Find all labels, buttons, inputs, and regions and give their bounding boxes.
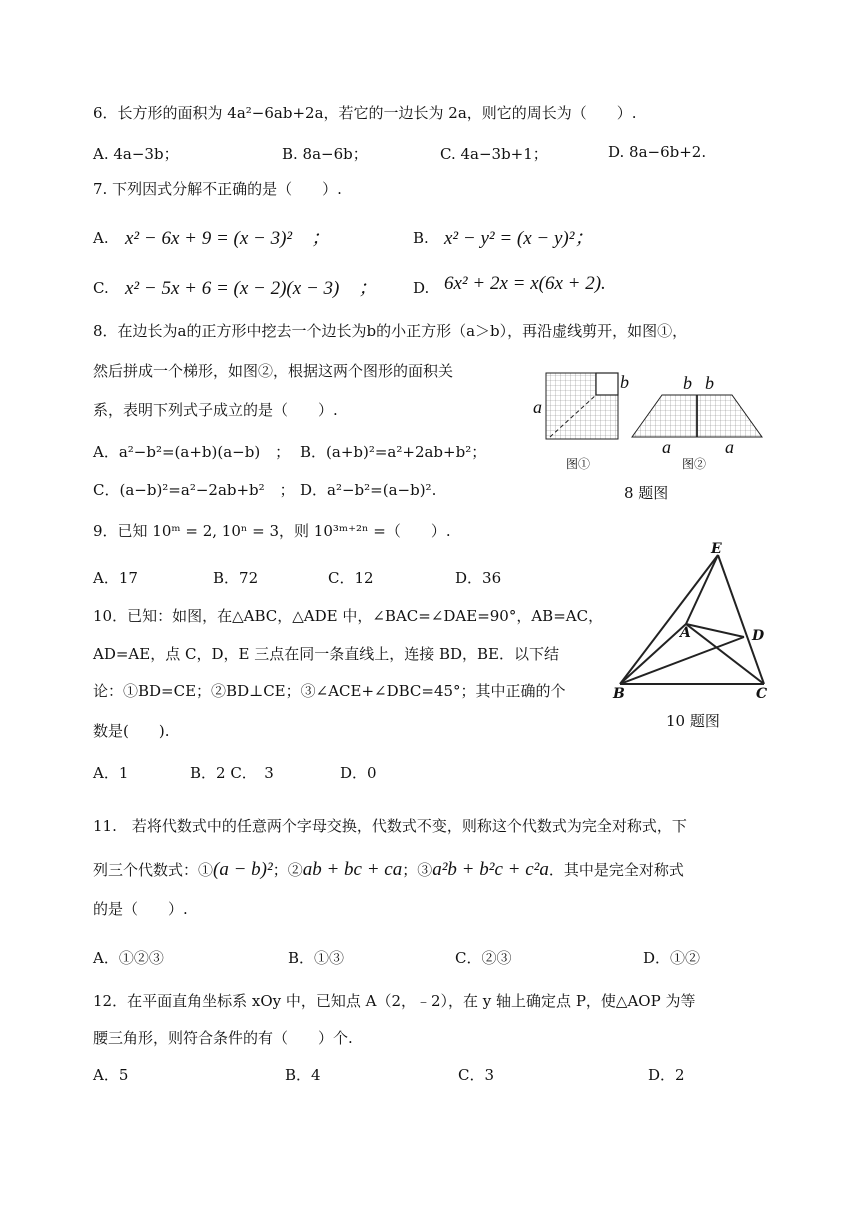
- q9-option-c: C．12: [328, 569, 374, 587]
- q10-point-a: A: [680, 625, 691, 641]
- q6-stem: 6．长方形的面积为 4a²−6ab+2a，若它的一边长为 2a，则它的周长为（ ）.: [93, 104, 637, 122]
- q8-fig1-label: 图①: [566, 457, 591, 471]
- q10-stem-line2: AD=AE，点 C，D，E 三点在同一条直线上，连接 BD，BE．以下结: [93, 645, 559, 663]
- q6-option-c: C. 4a−3b+1；: [440, 145, 548, 163]
- q12-option-b: B．4: [285, 1066, 321, 1084]
- q8-option-b: B．(a+b)²=a²+2ab+b²；: [300, 443, 487, 461]
- q11-option-a: A．①②③: [93, 949, 164, 967]
- q11-expr3: a²b + b²c + c²a: [432, 859, 549, 880]
- q8-option-a: A．a²−b²=(a+b)(a−b) ；: [93, 443, 291, 461]
- q11-option-d: D．①②: [643, 949, 701, 967]
- q11-stem-line3: 的是（ ）.: [93, 900, 188, 918]
- q8-stem-line2: 然后拼成一个梯形，如图②，根据这两个图形的面积关: [93, 362, 454, 380]
- q10-stem-line3: 论：①BD=CE；②BD⊥CE；③∠ACE+∠DBC=45°；其中正确的个: [93, 682, 566, 700]
- q8-label-b3: b: [705, 373, 714, 393]
- q8-fig2-label: 图②: [682, 457, 707, 471]
- q7-formula-b: x² − y² = (x − y)²；: [444, 228, 594, 249]
- q11-stem-line2: [93, 859, 684, 882]
- q10-option-bc: B．2 C． 3: [190, 764, 274, 782]
- q12-option-d: D．2: [648, 1066, 685, 1084]
- q8-fig-caption: 8 题图: [624, 484, 669, 502]
- q10-point-d: D: [752, 628, 765, 644]
- q7-formula-c: x² − 5x + 6 = (x − 2)(x − 3) ；: [125, 278, 378, 299]
- q10-stem-line4: 数是( ).: [93, 722, 170, 740]
- q12-option-c: C．3: [458, 1066, 495, 1084]
- q10-figure: [612, 540, 772, 700]
- q7-option-d: D.: [413, 279, 430, 297]
- q8-fig2-trapezoid: [632, 395, 762, 437]
- q11-expr2: ab + bc + ca: [302, 859, 403, 880]
- q7-stem: 7. 下列因式分解不正确的是（ ）.: [93, 180, 342, 198]
- q12-stem-line2: 腰三角形，则符合条件的有（ ）个.: [93, 1029, 353, 1047]
- q9-option-a: A．17: [93, 569, 138, 587]
- q10-stem-line1: 10．已知：如图，在△ABC，△ADE 中，∠BAC=∠DAE=90°，AB=AC，: [93, 607, 604, 625]
- q11-expr1: (a − b)²: [213, 859, 273, 880]
- q8-stem-line1: 8．在边长为a的正方形中挖去一个边长为b的小正方形（a＞b），再沿虚线剪开，如图①，: [93, 322, 688, 340]
- q8-option-c: C．(a−b)²=a²−2ab+b² ；: [93, 481, 295, 499]
- q7-option-c: C.: [93, 279, 109, 297]
- q8-label-a2: a: [662, 437, 671, 457]
- q11-tail: ．其中是完全对称式: [548, 861, 684, 879]
- q10-point-b: B: [613, 686, 625, 702]
- q12-option-a: A．5: [93, 1066, 129, 1084]
- q9-option-b: B．72: [213, 569, 259, 587]
- q7-option-a: A.: [93, 229, 109, 247]
- q11-intro: 列三个代数式：①: [93, 861, 214, 879]
- q6-option-b: B. 8a−6b；: [282, 145, 368, 163]
- q10-fig-caption: 10 题图: [666, 712, 720, 730]
- q6-option-a: A. 4a−3b；: [93, 145, 179, 163]
- q8-label-a3: a: [725, 437, 734, 457]
- q11-option-c: C．②③: [455, 949, 512, 967]
- q10-option-d: D．0: [340, 764, 377, 782]
- q11-sep3: ；③: [402, 861, 433, 879]
- q12-stem-line1: 12．在平面直角坐标系 xOy 中，已知点 A（2，﹣2），在 y 轴上确定点 P，使△AOP 为等: [93, 992, 696, 1010]
- q8-label-a1: a: [533, 397, 542, 417]
- q9-option-d: D．36: [455, 569, 502, 587]
- q9-stem: 9．已知 10ᵐ = 2, 10ⁿ = 3，则 10³ᵐ⁺²ⁿ =（ ）.: [93, 522, 451, 540]
- q8-option-d: D．a²−b²=(a−b)².: [300, 481, 437, 499]
- q7-formula-d: 6x² + 2x = x(6x + 2).: [444, 273, 606, 294]
- q8-fig1-square: [546, 373, 618, 439]
- q11-stem-line1: 11. 若将代数式中的任意两个字母交换，代数式不变，则称这个代数式为完全对称式，下: [93, 817, 687, 835]
- q8-label-b1: b: [620, 372, 629, 392]
- q10-point-e: E: [711, 541, 722, 557]
- q10-point-c: C: [756, 686, 768, 702]
- q8-stem-line3: 系，表明下列式子成立的是（ ）.: [93, 401, 338, 419]
- q10-option-a: A．1: [93, 764, 129, 782]
- q7-formula-a: x² − 6x + 9 = (x − 3)² ；: [125, 228, 331, 249]
- q7-option-b: B.: [413, 229, 429, 247]
- q8-label-b2: b: [683, 373, 692, 393]
- q11-option-b: B．①③: [288, 949, 345, 967]
- q11-sep2: ；②: [272, 861, 303, 879]
- q6-option-d: D. 8a−6b+2.: [608, 143, 707, 161]
